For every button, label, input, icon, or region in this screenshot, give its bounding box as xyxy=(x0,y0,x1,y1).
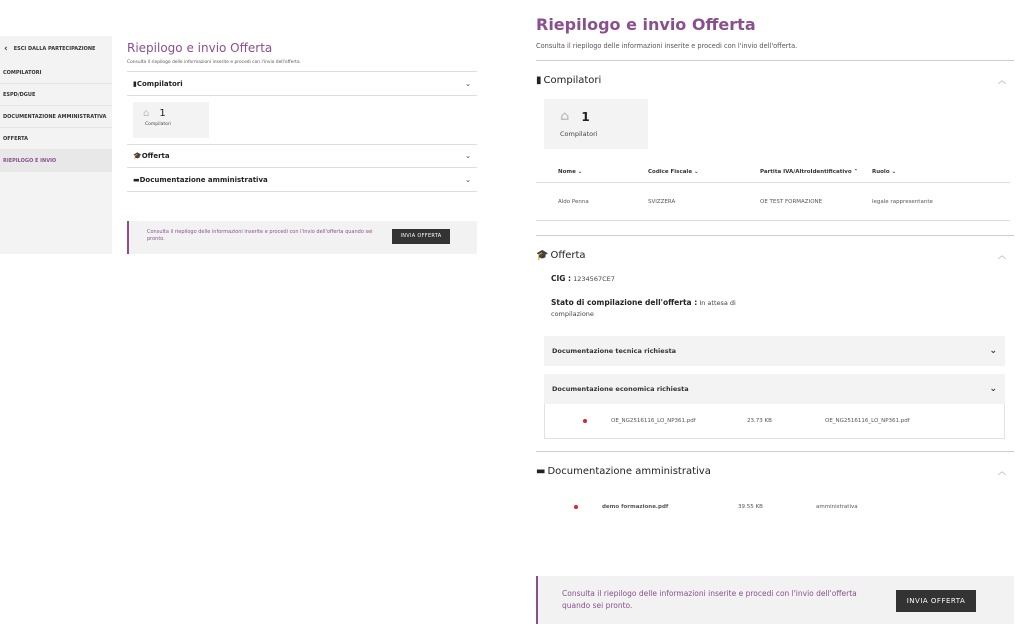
section-offerta-header[interactable]: 🎓 Offerta ︿ xyxy=(536,236,1014,274)
stato-compilazione-field: Stato di compilazione dell'offerta : In attesa di compilazione xyxy=(551,298,736,318)
exit-participation-link[interactable]: ‹ ESCI DALLA PARTECIPAZIONE xyxy=(4,44,96,54)
detail-panel xyxy=(536,14,1014,524)
accordion-doc-economica[interactable]: Documentazione economica richiesta ⌄ xyxy=(544,374,1005,404)
sort-partita-iva[interactable]: Partita IVA/AltroIdentificativo ⌃ xyxy=(760,168,859,175)
chevron-up-icon: ︿ xyxy=(998,75,1006,85)
sidebar-item-compilatori[interactable]: COMPILATORI xyxy=(0,62,112,84)
graduation-cap-icon: 🎓 xyxy=(133,152,142,160)
section-compilatori-header[interactable]: ▮ Compilatori ︿ xyxy=(536,61,1014,99)
file-link[interactable]: demo formazione.pdf xyxy=(602,504,669,510)
folder-icon: ▬ xyxy=(536,465,546,477)
sidebar-item-offerta[interactable]: OFFERTA xyxy=(0,128,112,150)
chevron-down-icon: ⌄ xyxy=(989,384,997,394)
status-dot-icon xyxy=(583,419,587,423)
sidebar xyxy=(0,36,112,254)
section-offerta-header[interactable]: 🎓Offerta ⌄ xyxy=(127,144,477,168)
book-icon: ▮ xyxy=(536,74,542,86)
chevron-down-icon: ⌄ xyxy=(693,168,699,175)
submit-banner: Consulta il riepilogo delle informazioni inserite e procedi con l'invio dell'offerta quando sei pronto. INVIA OFFERTA xyxy=(127,221,477,254)
sidebar-item-riepilogo[interactable]: RIEPILOGO E INVIO xyxy=(0,150,112,172)
section-compilatori-header[interactable]: ▮Compilatori ⌄ xyxy=(127,72,477,96)
sidebar-item-documentazione[interactable]: DOCUMENTAZIONE AMMINISTRATIVA xyxy=(0,106,112,128)
economica-file-list xyxy=(544,404,1005,439)
section-documentazione-header[interactable]: ▬Documentazione amministrativa ⌄ xyxy=(127,168,477,192)
sidebar-item-espd[interactable]: ESPD/DGUE xyxy=(0,84,112,106)
sort-nome[interactable]: Nome ⌄ xyxy=(558,168,583,175)
status-dot-icon xyxy=(574,505,578,509)
page-title: Riepilogo e invio Offerta xyxy=(127,41,273,55)
mini-main xyxy=(127,36,477,242)
chevron-down-icon: ⌄ xyxy=(465,175,471,184)
chevron-down-icon: ⌄ xyxy=(989,346,997,356)
compilatori-table xyxy=(536,161,1010,221)
file-link[interactable]: OE_NG2516116_LO_NP361.pdf xyxy=(611,418,696,424)
graduation-cap-icon: 🎓 xyxy=(536,249,549,261)
sort-ruolo[interactable]: Ruolo ⌄ xyxy=(872,168,897,175)
chevron-down-icon: ⌄ xyxy=(577,168,583,175)
chevron-down-icon: ⌄ xyxy=(465,79,471,88)
chevron-down-icon: ⌄ xyxy=(465,152,471,160)
cig-field: CIG : 1234567CE7 xyxy=(551,274,615,283)
table-header xyxy=(536,161,1010,183)
chevron-up-icon: ︿ xyxy=(998,250,1006,260)
folder-icon: ▬ xyxy=(133,175,140,184)
chevron-left-icon: ‹ xyxy=(4,44,8,54)
compilatori-card: ⌂ 1 Compilatori xyxy=(544,99,648,149)
mini-screenshot xyxy=(0,0,480,643)
invia-offerta-button[interactable]: INVIA OFFERTA xyxy=(896,590,976,612)
page-subtitle: Consulta il riepilogo delle informazioni inserite e procedi con l'invio dell'offerta. xyxy=(536,42,1014,61)
chevron-down-icon: ⌄ xyxy=(891,168,897,175)
accordion-doc-tecnica[interactable]: Documentazione tecnica richiesta ⌄ xyxy=(544,336,1005,366)
section-documentazione-header[interactable]: ▬ Documentazione amministrativa ︿ xyxy=(536,452,1014,490)
page-subtitle: Consulta il riepilogo delle informazioni inserite e procedi con l'invio dell'offerta. xyxy=(127,60,477,72)
submit-banner: Consulta il riepilogo delle informazioni inserite e procedi con l'invio dell'offerta quando sei pronto. INVIA OFFERTA xyxy=(536,576,1014,624)
list-item: OE_NG2516116_LO_NP361.pdf 23.73 KB OE_NG2516116_LO_NP361.pdf xyxy=(545,404,1004,438)
chevron-up-icon: ⌃ xyxy=(853,168,859,175)
list-item: demo formazione.pdf 39.55 KB amministrativa xyxy=(536,490,1014,524)
home-icon: ⌂ xyxy=(560,109,570,124)
table-row: Aldo Penna SVIZZERA OE TEST FORMAZIONE legale rappresentante xyxy=(536,183,1010,221)
page-title: Riepilogo e invio Offerta xyxy=(536,15,756,34)
book-icon: ▮ xyxy=(133,79,137,88)
invia-offerta-button[interactable]: INVIA OFFERTA xyxy=(392,229,450,244)
home-icon: ⌂ xyxy=(143,108,150,119)
chevron-up-icon: ︿ xyxy=(998,466,1006,476)
compilatori-card: ⌂ 1 Compilatori xyxy=(133,102,209,138)
sort-codice-fiscale[interactable]: Codice Fiscale ⌄ xyxy=(648,168,699,175)
